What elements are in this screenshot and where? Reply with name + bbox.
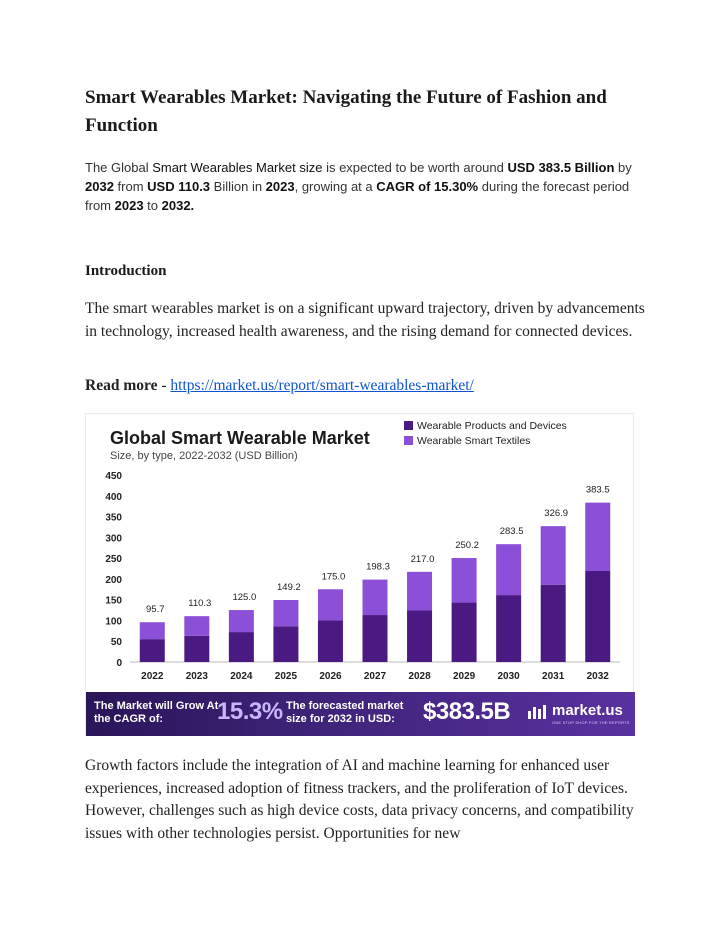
bar-total-label: 383.5	[585, 484, 610, 496]
x-tick-label: 2026	[319, 671, 342, 682]
summary-text: from	[113, 179, 148, 194]
bar-products-2032	[585, 571, 610, 662]
bar-products-2030	[496, 595, 521, 662]
market-summary	[85, 158, 645, 215]
bar-products-2023	[184, 636, 209, 662]
market-us-logo	[528, 701, 628, 727]
summary-text: The Global	[85, 160, 153, 175]
bar-products-2031	[541, 585, 566, 662]
banner-cagr-text: The Market will Grow At the CAGR of:	[94, 700, 219, 725]
y-tick-label: 100	[105, 616, 122, 628]
logo-tagline: ONE STOP SHOP FOR THE REPORTS	[552, 720, 630, 725]
summary-text: by	[614, 160, 632, 175]
bar-chart	[86, 414, 635, 692]
x-tick-label: 2025	[274, 671, 298, 682]
summary-highlight: 2023	[265, 179, 295, 194]
x-tick-label: 2027	[363, 671, 387, 682]
legend-label-textiles: Wearable Smart Textiles	[417, 435, 531, 447]
summary-highlight: USD 383.5 Billion	[507, 160, 615, 175]
bar-textiles-2023	[184, 616, 209, 636]
y-tick-label: 150	[105, 595, 122, 607]
x-axis	[141, 671, 609, 682]
bar-total-label: 217.0	[410, 553, 435, 565]
x-tick-label: 2023	[185, 671, 208, 682]
y-tick-label: 0	[116, 658, 122, 669]
y-axis	[105, 471, 122, 669]
bar-total-label: 175.0	[321, 571, 346, 583]
cagr-banner	[86, 692, 635, 736]
bar-total-label: 326.9	[544, 508, 569, 520]
bar-products-2028	[407, 610, 432, 662]
bar-textiles-2024	[229, 610, 254, 632]
bar-textiles-2025	[273, 600, 298, 626]
legend-swatch-textiles	[404, 436, 413, 445]
x-tick-label: 2028	[408, 671, 431, 682]
bar-total-label: 198.3	[366, 561, 390, 573]
bar-products-2026	[318, 620, 343, 662]
y-tick-label: 50	[110, 637, 122, 649]
summary-text: Smart Wearables Market size	[152, 160, 323, 175]
market-us-logo-icon	[528, 705, 550, 719]
y-tick-label: 400	[105, 491, 122, 503]
summary-highlight: 2023	[114, 198, 144, 213]
summary-highlight: 2032	[85, 179, 114, 194]
banner-forecast-text: The forecasted market size for 2032 in USD:	[286, 700, 404, 725]
bar-textiles-2022	[140, 622, 165, 639]
summary-highlight: USD 110.3	[147, 179, 211, 194]
bar-total-label: 149.2	[277, 581, 301, 593]
read-more-separator: -	[157, 377, 171, 394]
y-tick-label: 250	[105, 554, 122, 566]
summary-text: to	[143, 198, 162, 213]
bar-textiles-2030	[496, 544, 521, 595]
legend-swatch-products	[404, 421, 413, 430]
read-more-link[interactable]: https://market.us/report/smart-wearables-market/	[170, 377, 474, 394]
x-tick-label: 2022	[141, 671, 164, 682]
bar-total-label: 250.2	[455, 540, 479, 552]
article-title: Smart Wearables Market: Navigating the Future of Fashion and Function	[85, 87, 607, 136]
y-tick-label: 350	[105, 512, 122, 524]
growth-paragraph: Growth factors include the integration of AI and machine learning for enhanced user experiences, increased adoption of fitness trackers, and the proliferation of IoT devices. However, challenges such as high device costs, data privacy concerns, and compatibility issues with other technologies persist. Opportunities for new	[85, 757, 634, 842]
bar-total-label: 125.0	[232, 592, 257, 604]
bar-textiles-2031	[541, 526, 566, 585]
section-heading-introduction: Introduction	[85, 263, 167, 279]
read-more-line	[85, 377, 645, 395]
bar-total-label: 110.3	[188, 598, 212, 610]
intro-paragraph: The smart wearables market is on a significant upward trajectory, driven by advancements in technology, increased health awareness, and the rising demand for connected devices.	[85, 300, 645, 340]
bar-textiles-2032	[585, 503, 610, 571]
logo-wordmark: market.us	[552, 702, 623, 719]
y-tick-label: 200	[105, 574, 122, 586]
chart-subtitle: Size, by type, 2022-2032 (USD Billion)	[110, 450, 298, 462]
bars-group	[140, 485, 610, 662]
summary-highlight: 2032.	[161, 198, 195, 213]
bar-textiles-2029	[452, 558, 477, 603]
bar-total-label: 283.5	[499, 526, 524, 538]
bar-textiles-2026	[318, 589, 343, 620]
banner-forecast-value: $383.5B	[423, 698, 511, 725]
bar-textiles-2027	[363, 580, 388, 615]
y-tick-label: 450	[105, 471, 122, 482]
summary-text: is expected to be worth around	[322, 160, 508, 175]
summary-text: , growing at a	[294, 179, 377, 194]
bar-products-2022	[140, 639, 165, 662]
x-tick-label: 2031	[542, 671, 565, 682]
bar-total-label: 95.7	[146, 604, 165, 616]
banner-cagr-value: 15.3%	[217, 698, 283, 725]
bar-textiles-2028	[407, 572, 432, 611]
chart-title: Global Smart Wearable Market	[110, 428, 370, 448]
summary-text: Billion in	[210, 179, 266, 194]
x-tick-label: 2032	[586, 671, 609, 682]
x-tick-label: 2024	[230, 671, 253, 682]
summary-highlight: CAGR of 15.30%	[376, 179, 479, 194]
x-tick-label: 2029	[452, 671, 476, 682]
bar-products-2025	[273, 626, 298, 662]
legend-label-products: Wearable Products and Devices	[417, 420, 567, 432]
y-tick-label: 300	[105, 533, 122, 545]
x-tick-label: 2030	[497, 671, 520, 682]
summary-text: during the forecast period from	[85, 179, 630, 213]
market-infographic	[85, 413, 634, 735]
read-more-label: Read more	[85, 377, 158, 394]
bar-products-2029	[452, 603, 477, 662]
bar-products-2024	[229, 632, 254, 662]
bar-products-2027	[363, 615, 388, 662]
